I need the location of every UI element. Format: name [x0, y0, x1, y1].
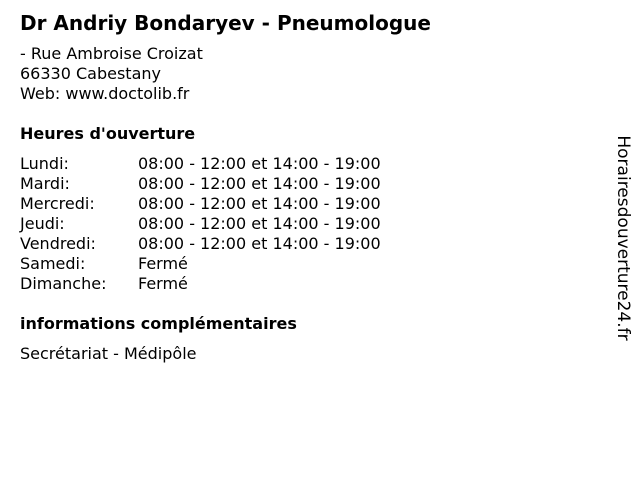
day-label: Mercredi:: [20, 194, 95, 213]
day-hours: 08:00 - 12:00 et 14:00 - 19:00: [138, 154, 381, 173]
day-hours: 08:00 - 12:00 et 14:00 - 19:00: [138, 234, 381, 253]
day-label: Mardi:: [20, 174, 70, 193]
day-hours: 08:00 - 12:00 et 14:00 - 19:00: [138, 194, 381, 213]
page-title: Dr Andriy Bondaryev - Pneumologue: [20, 11, 431, 35]
day-label: Jeudi:: [20, 214, 65, 233]
hours-heading: Heures d'ouverture: [20, 124, 196, 143]
address-web: Web: www.doctolib.fr: [20, 84, 190, 103]
day-label: Dimanche:: [20, 274, 107, 293]
day-label: Vendredi:: [20, 234, 96, 253]
address-city: 66330 Cabestany: [20, 64, 161, 83]
address-street: - Rue Ambroise Croizat: [20, 44, 203, 63]
day-label: Samedi:: [20, 254, 86, 273]
site-watermark-label: Horairesdouverture24.fr: [613, 135, 633, 341]
day-hours: Fermé: [138, 274, 188, 293]
day-label: Lundi:: [20, 154, 69, 173]
info-heading: informations complémentaires: [20, 314, 297, 333]
info-text: Secrétariat - Médipôle: [20, 344, 197, 363]
address-block: [20, 44, 203, 104]
day-hours: 08:00 - 12:00 et 14:00 - 19:00: [138, 174, 381, 193]
day-hours: 08:00 - 12:00 et 14:00 - 19:00: [138, 214, 381, 233]
day-hours: Fermé: [138, 254, 188, 273]
